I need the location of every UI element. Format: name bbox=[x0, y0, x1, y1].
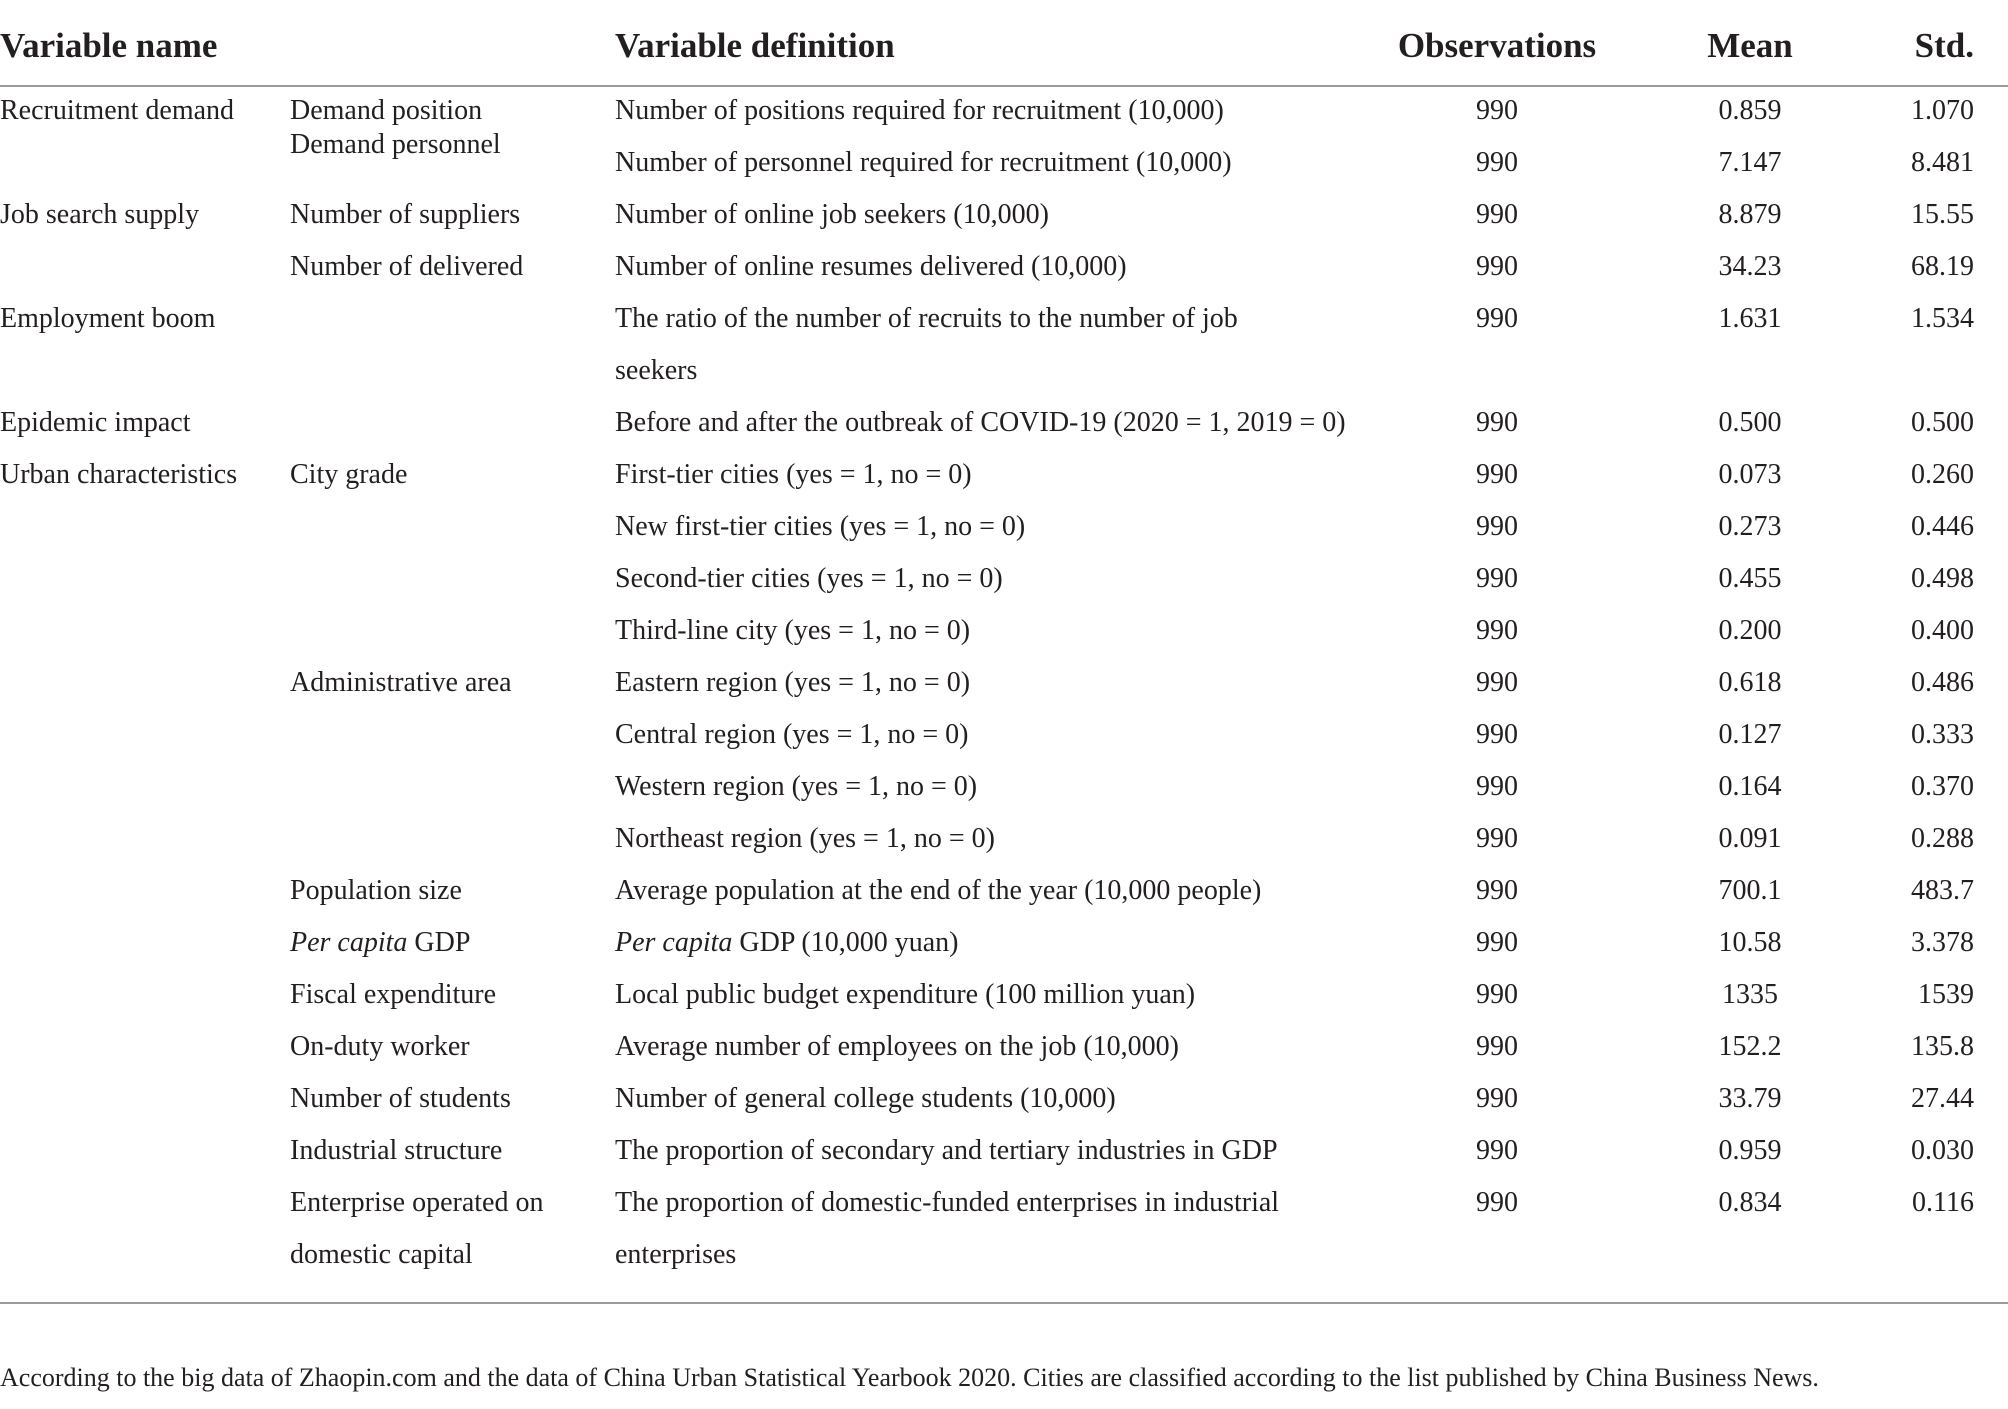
cell-observations: 990 bbox=[1476, 1135, 1518, 1166]
cell-subvariable: Number of suppliers bbox=[290, 199, 521, 230]
cell-group: Employment boom bbox=[0, 303, 216, 334]
header-observations: Observations bbox=[1397, 26, 1597, 65]
cell-subvariable: Number of students bbox=[290, 1083, 511, 1114]
cell-subvariable: Number of delivered bbox=[290, 251, 524, 282]
cell-std: 1539 bbox=[1918, 979, 1974, 1010]
cell-subvariable: City grade bbox=[290, 459, 408, 490]
cell-observations: 990 bbox=[1476, 875, 1518, 906]
cell-observations: 990 bbox=[1476, 615, 1518, 646]
cell-subvariable: On-duty worker bbox=[290, 1031, 470, 1062]
cell-definition: Second-tier cities (yes = 1, no = 0) bbox=[615, 563, 1003, 594]
cell-subvariable: Demand position bbox=[290, 95, 483, 126]
cell-definition: Number of online resumes delivered (10,000) bbox=[615, 251, 1127, 282]
cell-std: 68.19 bbox=[1911, 251, 1974, 282]
cell-definition: The proportion of secondary and tertiary industries in GDP bbox=[615, 1135, 1278, 1166]
cell-std: 0.288 bbox=[1911, 823, 1974, 854]
cell-mean: 0.859 bbox=[1718, 95, 1782, 126]
cell-std: 0.370 bbox=[1911, 771, 1974, 802]
cell-observations: 990 bbox=[1476, 771, 1518, 802]
cell-mean: 700.1 bbox=[1718, 875, 1782, 906]
cell-mean: 0.273 bbox=[1718, 511, 1782, 542]
cell-observations: 990 bbox=[1476, 1187, 1518, 1218]
italic-term: Per capita bbox=[615, 927, 733, 958]
cell-std: 0.486 bbox=[1911, 667, 1974, 698]
header-std: Std. bbox=[1914, 26, 1974, 65]
cell-mean: 0.127 bbox=[1718, 719, 1782, 750]
cell-observations: 990 bbox=[1476, 979, 1518, 1010]
cell-definition: Number of online job seekers (10,000) bbox=[615, 199, 1049, 230]
cell-mean: 0.834 bbox=[1718, 1187, 1782, 1218]
cell-observations: 990 bbox=[1476, 927, 1518, 958]
cell-mean: 0.200 bbox=[1718, 615, 1782, 646]
cell-std: 27.44 bbox=[1911, 1083, 1974, 1114]
term-suffix: GDP bbox=[407, 927, 471, 958]
cell-definition: Eastern region (yes = 1, no = 0) bbox=[615, 667, 971, 698]
cell-definition bbox=[615, 917, 958, 969]
cell-subvariable: Industrial structure bbox=[290, 1135, 503, 1166]
cell-definition: Number of general college students (10,000) bbox=[615, 1083, 1116, 1114]
cell-std: 0.260 bbox=[1911, 459, 1974, 490]
cell-definition: Northeast region (yes = 1, no = 0) bbox=[615, 823, 995, 854]
cell-std: 0.446 bbox=[1911, 511, 1974, 542]
cell-observations: 990 bbox=[1476, 667, 1518, 698]
cell-observations: 990 bbox=[1476, 147, 1518, 178]
cell-definition: Third-line city (yes = 1, no = 0) bbox=[615, 615, 971, 646]
cell-std: 0.498 bbox=[1911, 563, 1974, 594]
cell-definition: First-tier cities (yes = 1, no = 0) bbox=[615, 459, 972, 490]
cell-std: 0.030 bbox=[1911, 1135, 1974, 1166]
cell-std: 0.333 bbox=[1911, 719, 1974, 750]
cell-observations: 990 bbox=[1476, 251, 1518, 282]
cell-definition: New first-tier cities (yes = 1, no = 0) bbox=[615, 511, 1026, 542]
cell-definition: Before and after the outbreak of COVID-19 (2020 = 1, 2019 = 0) bbox=[615, 407, 1346, 438]
cell-mean: 0.164 bbox=[1718, 771, 1782, 802]
cell-mean: 0.073 bbox=[1718, 459, 1782, 490]
cell-observations: 990 bbox=[1476, 459, 1518, 490]
italic-term: Per capita bbox=[290, 927, 408, 958]
cell-mean: 0.618 bbox=[1718, 667, 1782, 698]
cell-mean: 0.091 bbox=[1718, 823, 1782, 854]
cell-mean: 10.58 bbox=[1718, 927, 1782, 958]
cell-observations: 990 bbox=[1476, 1031, 1518, 1062]
cell-observations: 990 bbox=[1476, 407, 1518, 438]
cell-std: 0.500 bbox=[1911, 407, 1974, 438]
cell-subvariable: Fiscal expenditure bbox=[290, 979, 497, 1010]
cell-std: 8.481 bbox=[1911, 147, 1974, 178]
cell-group: Recruitment demand bbox=[0, 95, 235, 126]
cell-mean: 0.500 bbox=[1718, 407, 1782, 438]
cell-definition: Average number of employees on the job (10,000) bbox=[615, 1031, 1179, 1062]
cell-definition: The proportion of domestic-funded enterprises in industrial bbox=[615, 1187, 1280, 1218]
header-variable-name: Variable name bbox=[0, 26, 218, 65]
cell-observations: 990 bbox=[1476, 95, 1518, 126]
term-suffix: GDP (10,000 yuan) bbox=[732, 927, 959, 958]
cell-definition: Central region (yes = 1, no = 0) bbox=[615, 719, 969, 750]
cell-std: 0.116 bbox=[1912, 1187, 1974, 1218]
header-mean: Mean bbox=[1707, 26, 1793, 65]
cell-std: 1.070 bbox=[1911, 95, 1974, 126]
cell-observations: 990 bbox=[1476, 199, 1518, 230]
cell-std: 0.400 bbox=[1911, 615, 1974, 646]
cell-subvariable: Enterprise operated on bbox=[290, 1187, 544, 1218]
cell-subvariable-continued: domestic capital bbox=[290, 1239, 473, 1270]
cell-definition-continued: seekers bbox=[615, 355, 698, 386]
cell-definition: The ratio of the number of recruits to the number of job bbox=[615, 303, 1238, 334]
cell-definition-continued: enterprises bbox=[615, 1239, 737, 1270]
cell-mean: 7.147 bbox=[1718, 147, 1782, 178]
cell-mean: 1335 bbox=[1722, 979, 1778, 1010]
cell-mean: 34.23 bbox=[1718, 251, 1782, 282]
cell-group: Job search supply bbox=[0, 199, 200, 230]
cell-mean: 0.455 bbox=[1718, 563, 1782, 594]
table-footnote: According to the big data of Zhaopin.com and the data of China Urban Statistical Yearbook 2020. Cities are classified according to the list published by China Business News. bbox=[0, 1363, 1819, 1392]
bottom-rule bbox=[0, 1302, 2008, 1304]
cell-mean: 152.2 bbox=[1718, 1031, 1782, 1062]
cell-std: 15.55 bbox=[1911, 199, 1974, 230]
cell-std: 1.534 bbox=[1911, 303, 1974, 334]
cell-definition: Number of positions required for recruitment (10,000) bbox=[615, 95, 1224, 126]
cell-subvariable bbox=[290, 917, 470, 969]
cell-observations: 990 bbox=[1476, 511, 1518, 542]
cell-subvariable: Demand personnel bbox=[290, 129, 501, 160]
cell-observations: 990 bbox=[1476, 1083, 1518, 1114]
cell-definition: Western region (yes = 1, no = 0) bbox=[615, 771, 978, 802]
cell-subvariable: Population size bbox=[290, 875, 462, 906]
cell-definition: Local public budget expenditure (100 million yuan) bbox=[615, 979, 1196, 1010]
cell-std: 483.7 bbox=[1911, 875, 1974, 906]
cell-observations: 990 bbox=[1476, 823, 1518, 854]
cell-observations: 990 bbox=[1476, 719, 1518, 750]
cell-group: Epidemic impact bbox=[0, 407, 191, 438]
cell-definition: Number of personnel required for recruitment (10,000) bbox=[615, 147, 1232, 178]
cell-mean: 33.79 bbox=[1718, 1083, 1782, 1114]
cell-subvariable: Administrative area bbox=[290, 667, 512, 698]
cell-mean: 8.879 bbox=[1718, 199, 1782, 230]
cell-observations: 990 bbox=[1476, 303, 1518, 334]
cell-group: Urban characteristics bbox=[0, 459, 238, 490]
cell-definition: Average population at the end of the year (10,000 people) bbox=[615, 875, 1262, 906]
header-variable-definition: Variable definition bbox=[615, 26, 895, 65]
cell-mean: 1.631 bbox=[1718, 303, 1782, 334]
cell-mean: 0.959 bbox=[1718, 1135, 1782, 1166]
cell-std: 3.378 bbox=[1911, 927, 1974, 958]
cell-observations: 990 bbox=[1476, 563, 1518, 594]
cell-std: 135.8 bbox=[1911, 1031, 1974, 1062]
